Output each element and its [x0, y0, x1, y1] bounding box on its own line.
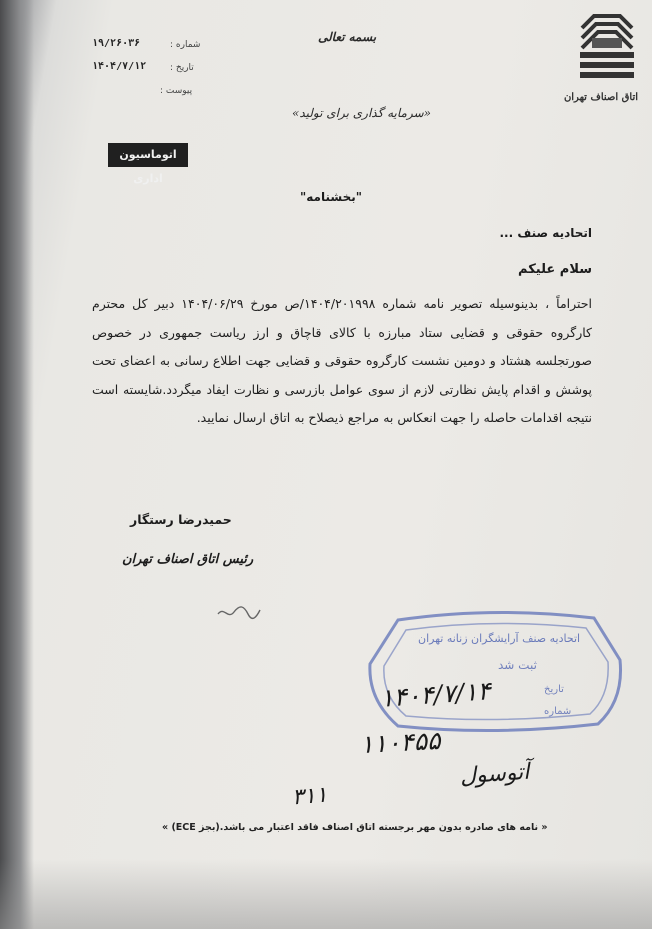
greeting: سلام علیکم [518, 262, 592, 277]
circular-title: "بخشنامه" [300, 190, 362, 204]
bismillah: بسمه تعالی [318, 30, 377, 44]
handwritten-code: ۳۱۱ [290, 782, 329, 811]
handwritten-date: ۱۴۰۴/۷/۱۴ [379, 676, 492, 713]
handwritten-number: ۱۱۰۴۵۵ [359, 725, 442, 760]
footer-notice: « نامه های صادره بدون مهر برجسته اتاق اصناف فاقد اعتبار می باشد.(بجز ECE) » [162, 822, 548, 833]
slogan: «سرمایه گذاری برای تولید» [292, 106, 431, 120]
registration-stamp [358, 600, 630, 740]
automation-badge: اتوماسیون اداری [108, 143, 188, 167]
page-shadow-left [0, 0, 34, 929]
date-label: تاریخ : [170, 63, 194, 73]
number-label: شماره : [170, 40, 201, 50]
logo-mark-icon [574, 8, 640, 94]
attachment-label: پیوست : [160, 86, 193, 96]
logo-caption: اتاق اصناف تهران [563, 92, 638, 103]
stamp-number-label: شماره [544, 706, 572, 717]
stamp-registered: ثبت شد [498, 658, 537, 672]
signer-name: حمیدرضا رستگار [130, 512, 232, 527]
letter-body: احتراماً ، بدینوسیله تصویر نامه شماره ۱۴۰۴/۲۰۱۹۹۸/ص مورخ ۱۴۰۴/۰۶/۲۹ دبیر کل محترم کارگروه حقوقی و قضایی ستاد مبارزه با کالای قاچاق و ارز ریاست جمهوری در خصوص صورتجلسه هشتاد و دومین نشست کارگروه حقوقی و قضایی جهت اطلاع رسانی به اعضای تحت پوشش و اقدام پایش نظارتی لازم از سوی عوامل بازرسی و نظارت ایفاد میگردد.شایسته است نتیجه اقدامات حاصله را جهت انعکاس به مراجع ذیصلاح به اتاق ارسال نمایید. [92, 296, 592, 425]
signature-scribble-icon [216, 602, 262, 622]
date-value: ۱۴۰۴/۷/۱۲ [92, 61, 147, 72]
addressee: اتحادیه صنف ... [499, 226, 592, 240]
number-value: ۱۹/۲۶۰۳۶ [92, 38, 141, 49]
stamp-frame-icon [358, 600, 630, 740]
page-shadow-bottom [0, 859, 652, 929]
stamp-date-label: تاریخ [544, 684, 564, 695]
stamp-org: اتحادیه صنف آرایشگران زنانه تهران [418, 632, 581, 645]
handwritten-note: آتوسول [459, 759, 531, 790]
signer-title: رئیس اتاق اصناف تهران [122, 552, 254, 567]
guild-chamber-logo [574, 8, 640, 104]
